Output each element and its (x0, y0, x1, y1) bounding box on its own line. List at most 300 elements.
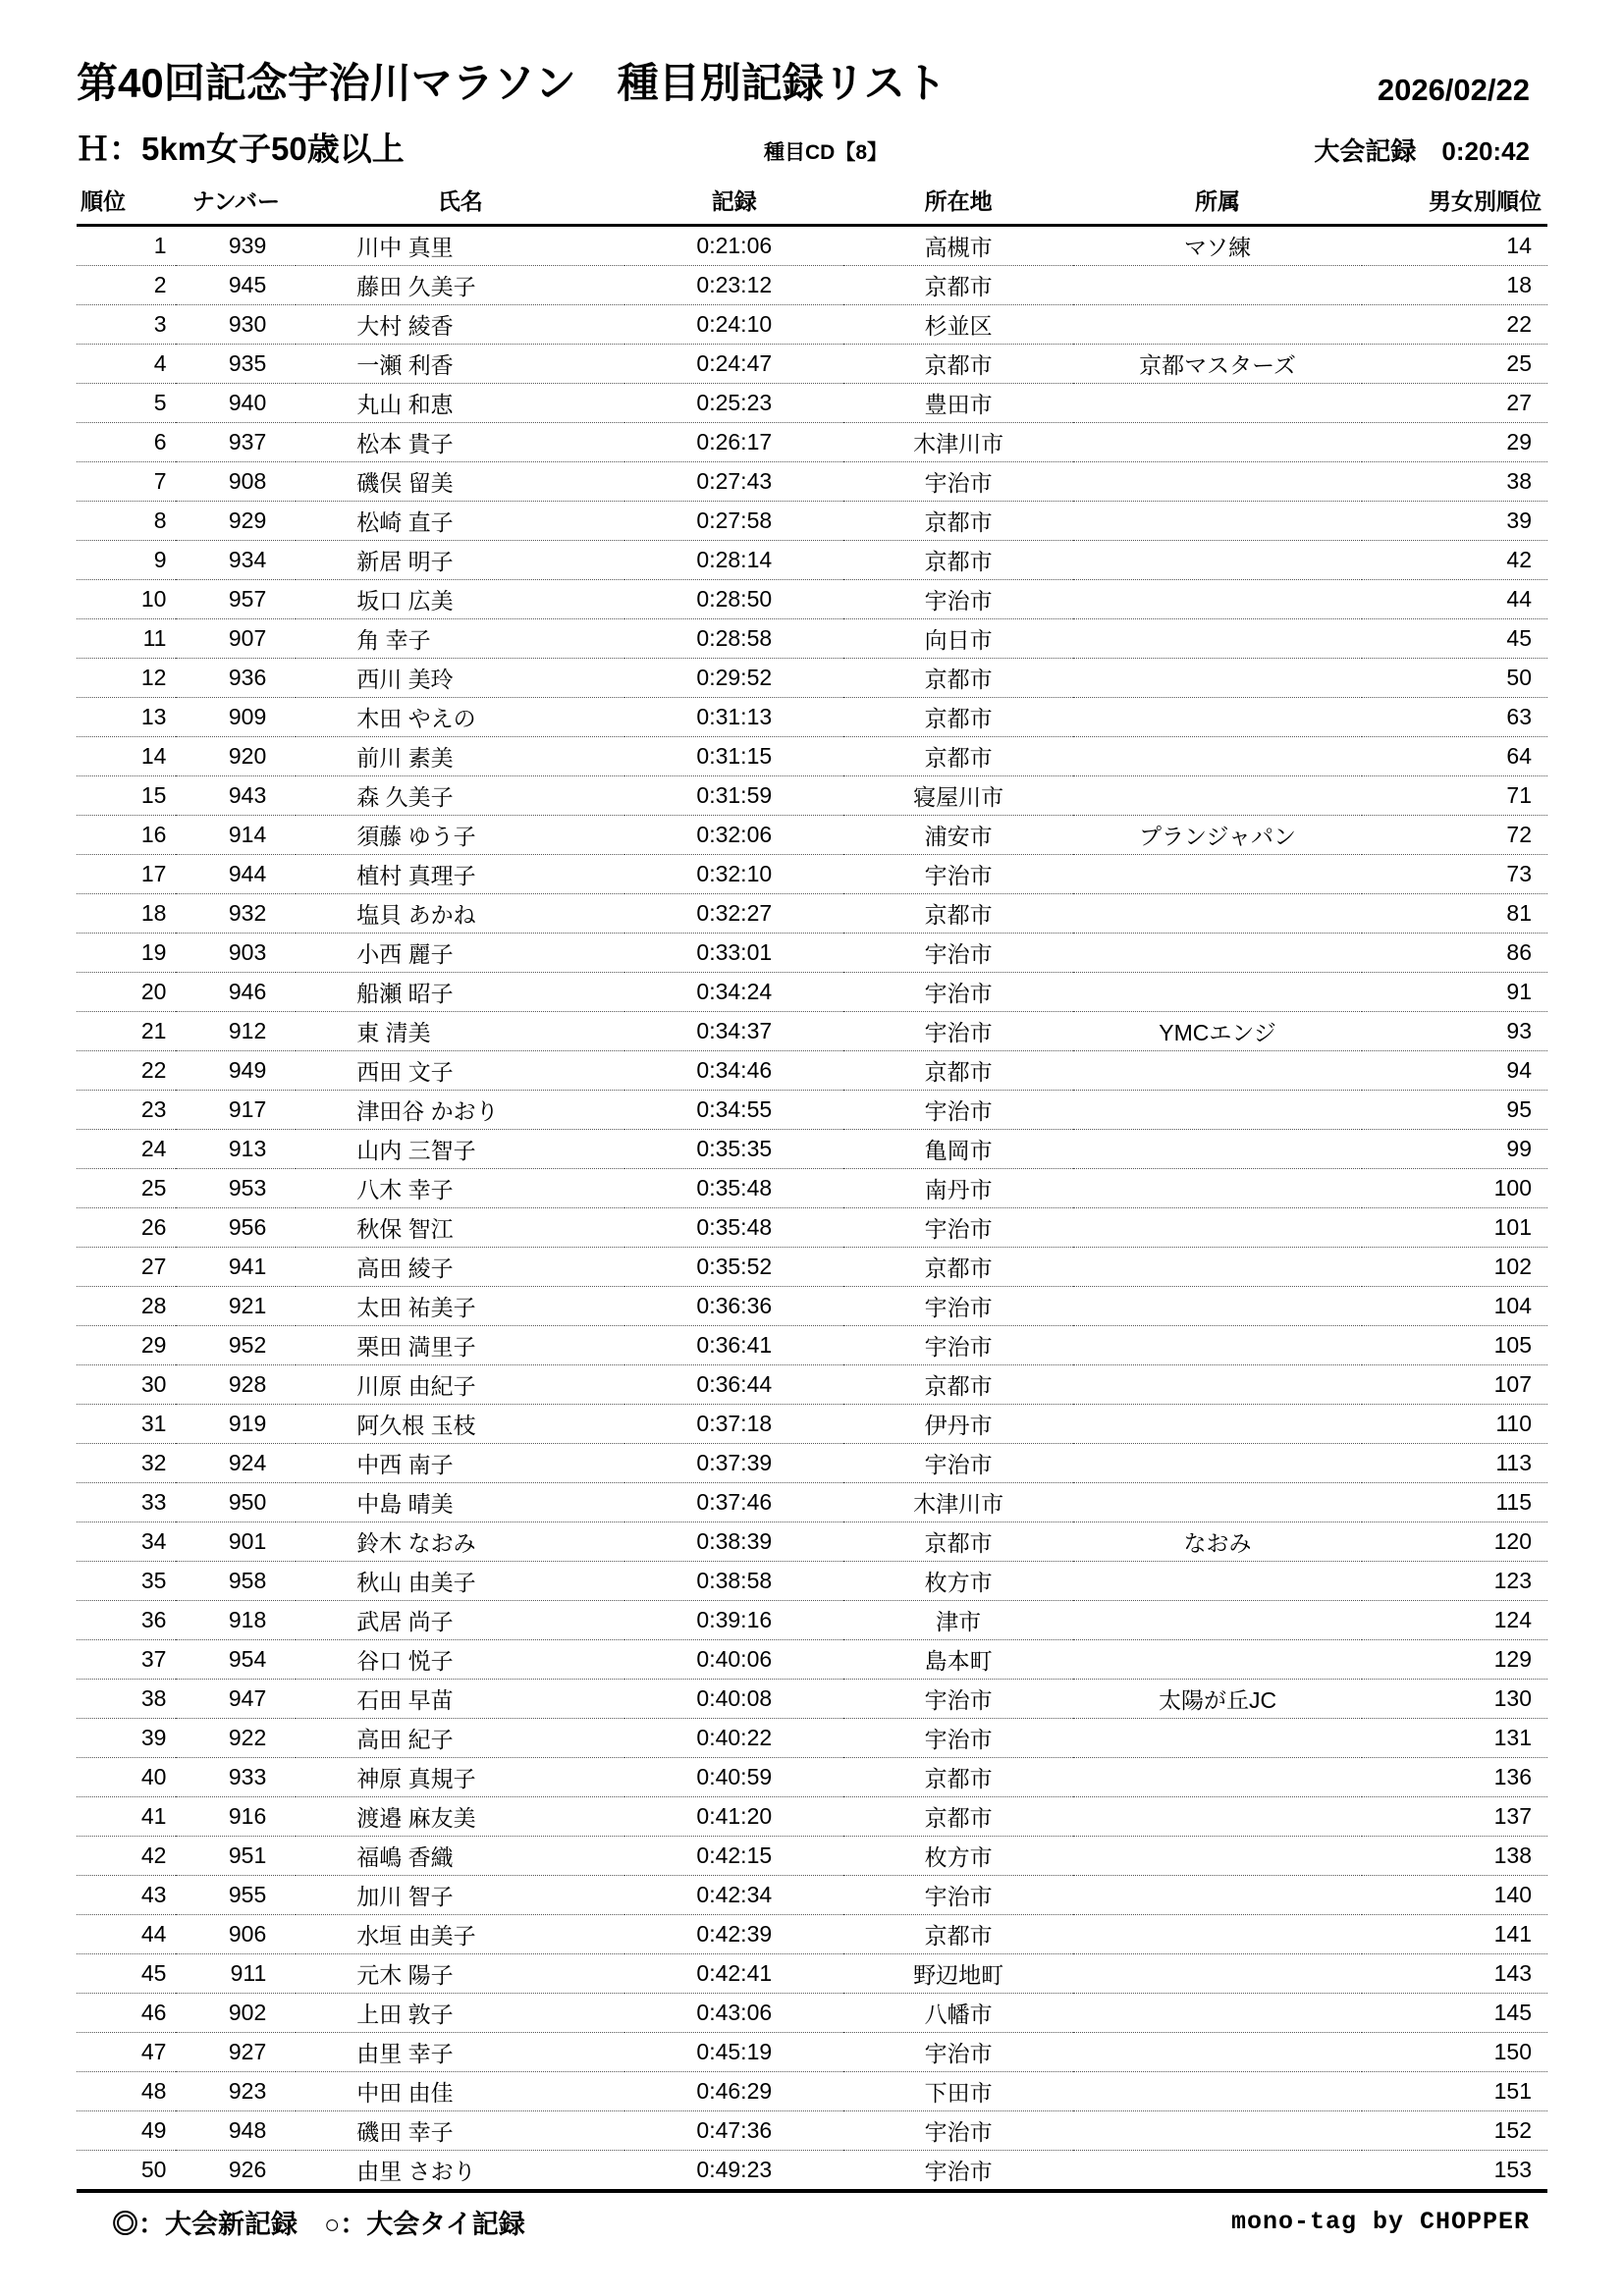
cell-rank: 5 (77, 384, 176, 423)
cell-gender-rank: 123 (1362, 1562, 1547, 1601)
cell-city: 枚方市 (843, 1837, 1072, 1876)
cell-name: 由里 幸子 (296, 2033, 624, 2072)
cell-number: 939 (176, 226, 296, 266)
cell-rank: 20 (77, 973, 176, 1012)
cell-team (1073, 737, 1362, 776)
table-row (77, 934, 1547, 973)
cell-time: 0:38:58 (624, 1562, 843, 1601)
cell-rank: 19 (77, 934, 176, 973)
table-row (77, 1758, 1547, 1797)
cell-team (1073, 1758, 1362, 1797)
cell-rank: 17 (77, 855, 176, 894)
cell-time: 0:37:39 (624, 1444, 843, 1483)
cell-name: 加川 智子 (296, 1876, 624, 1915)
table-row (77, 698, 1547, 737)
cell-team (1073, 894, 1362, 934)
cell-rank: 26 (77, 1208, 176, 1248)
cell-time: 0:28:14 (624, 541, 843, 580)
cell-number: 948 (176, 2111, 296, 2151)
table-row (77, 1444, 1547, 1483)
cell-team: マソ練 (1073, 226, 1362, 266)
cell-gender-rank: 95 (1362, 1091, 1547, 1130)
cell-rank: 23 (77, 1091, 176, 1130)
cell-time: 0:25:23 (624, 384, 843, 423)
cell-name: 木田 やえの (296, 698, 624, 737)
cell-name: 元木 陽子 (296, 1954, 624, 1994)
cell-name: 秋保 智江 (296, 1208, 624, 1248)
cell-rank: 7 (77, 462, 176, 502)
table-row (77, 1837, 1547, 1876)
cell-gender-rank: 71 (1362, 776, 1547, 816)
cell-time: 0:34:24 (624, 973, 843, 1012)
cell-time: 0:29:52 (624, 659, 843, 698)
cell-time: 0:36:44 (624, 1365, 843, 1405)
cell-gender-rank: 152 (1362, 2111, 1547, 2151)
cell-gender-rank: 141 (1362, 1915, 1547, 1954)
cell-rank: 13 (77, 698, 176, 737)
cell-name: 阿久根 玉枝 (296, 1405, 624, 1444)
cell-number: 936 (176, 659, 296, 698)
cell-gender-rank: 151 (1362, 2072, 1547, 2111)
cell-rank: 42 (77, 1837, 176, 1876)
cell-name: 高田 紀子 (296, 1719, 624, 1758)
cell-gender-rank: 99 (1362, 1130, 1547, 1169)
cell-team (1073, 2033, 1362, 2072)
table-row (77, 1130, 1547, 1169)
table-row (77, 1797, 1547, 1837)
cell-team (1073, 1169, 1362, 1208)
cell-number: 935 (176, 345, 296, 384)
cell-time: 0:34:46 (624, 1051, 843, 1091)
cell-team (1073, 1051, 1362, 1091)
cell-time: 0:40:08 (624, 1680, 843, 1719)
cell-time: 0:35:35 (624, 1130, 843, 1169)
cell-gender-rank: 44 (1362, 580, 1547, 619)
cell-name: 藤田 久美子 (296, 266, 624, 305)
document-subheader (77, 124, 1547, 170)
cell-time: 0:35:48 (624, 1169, 843, 1208)
cell-team: なおみ (1073, 1522, 1362, 1562)
table-row (77, 2033, 1547, 2072)
table-row (77, 423, 1547, 462)
table-row (77, 1680, 1547, 1719)
cell-city: 杉並区 (843, 305, 1072, 345)
cell-time: 0:33:01 (624, 934, 843, 973)
cell-rank: 12 (77, 659, 176, 698)
table-row (77, 1365, 1547, 1405)
cell-rank: 31 (77, 1405, 176, 1444)
cell-number: 943 (176, 776, 296, 816)
table-row (77, 894, 1547, 934)
cell-number: 956 (176, 1208, 296, 1248)
cell-team (1073, 1208, 1362, 1248)
cell-city: 浦安市 (843, 816, 1072, 855)
table-row (77, 2072, 1547, 2111)
cell-gender-rank: 86 (1362, 934, 1547, 973)
cell-city: 八幡市 (843, 1994, 1072, 2033)
cell-rank: 36 (77, 1601, 176, 1640)
cell-city: 宇治市 (843, 855, 1072, 894)
cell-time: 0:49:23 (624, 2151, 843, 2191)
table-row (77, 619, 1547, 659)
cell-gender-rank: 138 (1362, 1837, 1547, 1876)
cell-name: 森 久美子 (296, 776, 624, 816)
cell-name: 西田 文子 (296, 1051, 624, 1091)
table-row (77, 776, 1547, 816)
cell-name: 津田谷 かおり (296, 1091, 624, 1130)
cell-gender-rank: 91 (1362, 973, 1547, 1012)
document-date: 2026/02/22 (1377, 73, 1530, 107)
cell-team: プランジャパン (1073, 816, 1362, 855)
cell-team (1073, 2151, 1362, 2191)
cell-gender-rank: 27 (1362, 384, 1547, 423)
cell-name: 東 清美 (296, 1012, 624, 1051)
cell-number: 912 (176, 1012, 296, 1051)
cell-number: 937 (176, 423, 296, 462)
table-row (77, 1169, 1547, 1208)
cell-rank: 46 (77, 1994, 176, 2033)
cell-time: 0:35:48 (624, 1208, 843, 1248)
cell-team (1073, 1837, 1362, 1876)
cell-city: 京都市 (843, 1797, 1072, 1837)
cell-city: 京都市 (843, 1051, 1072, 1091)
cell-time: 0:36:41 (624, 1326, 843, 1365)
cell-number: 911 (176, 1954, 296, 1994)
cell-city: 宇治市 (843, 1287, 1072, 1326)
cell-name: 西川 美玲 (296, 659, 624, 698)
cell-rank: 38 (77, 1680, 176, 1719)
cell-team (1073, 1994, 1362, 2033)
cell-gender-rank: 102 (1362, 1248, 1547, 1287)
cell-team (1073, 855, 1362, 894)
cell-rank: 22 (77, 1051, 176, 1091)
column-header-city: 所在地 (843, 182, 1072, 226)
cell-rank: 21 (77, 1012, 176, 1051)
cell-team (1073, 776, 1362, 816)
cell-rank: 49 (77, 2111, 176, 2151)
cell-name: 武居 尚子 (296, 1601, 624, 1640)
cell-time: 0:40:59 (624, 1758, 843, 1797)
cell-city: 宇治市 (843, 1719, 1072, 1758)
cell-gender-rank: 113 (1362, 1444, 1547, 1483)
cell-time: 0:28:58 (624, 619, 843, 659)
cell-rank: 34 (77, 1522, 176, 1562)
cell-number: 950 (176, 1483, 296, 1522)
cell-city: 京都市 (843, 659, 1072, 698)
cell-name: 中島 晴美 (296, 1483, 624, 1522)
cell-number: 908 (176, 462, 296, 502)
cell-gender-rank: 93 (1362, 1012, 1547, 1051)
cell-name: 高田 綾子 (296, 1248, 624, 1287)
page-title: 第40回記念宇治川マラソン 種目別記録リスト (77, 60, 947, 106)
cell-name: 丸山 和恵 (296, 384, 624, 423)
cell-rank: 37 (77, 1640, 176, 1680)
cell-number: 954 (176, 1640, 296, 1680)
cell-gender-rank: 105 (1362, 1326, 1547, 1365)
cell-number: 901 (176, 1522, 296, 1562)
cell-team (1073, 698, 1362, 737)
cell-name: 坂口 広美 (296, 580, 624, 619)
cell-number: 927 (176, 2033, 296, 2072)
cell-name: 大村 綾香 (296, 305, 624, 345)
cell-city: 京都市 (843, 266, 1072, 305)
cell-gender-rank: 39 (1362, 502, 1547, 541)
cell-city: 豊田市 (843, 384, 1072, 423)
cell-gender-rank: 81 (1362, 894, 1547, 934)
cell-rank: 50 (77, 2151, 176, 2191)
cell-city: 寝屋川市 (843, 776, 1072, 816)
cell-city: 下田市 (843, 2072, 1072, 2111)
cell-gender-rank: 129 (1362, 1640, 1547, 1680)
column-header-time: 記録 (624, 182, 843, 226)
cell-gender-rank: 130 (1362, 1680, 1547, 1719)
cell-number: 929 (176, 502, 296, 541)
cell-team (1073, 1915, 1362, 1954)
cell-city: 宇治市 (843, 973, 1072, 1012)
cell-time: 0:36:36 (624, 1287, 843, 1326)
cell-team (1073, 1130, 1362, 1169)
cell-rank: 8 (77, 502, 176, 541)
cell-city: 向日市 (843, 619, 1072, 659)
cell-gender-rank: 18 (1362, 266, 1547, 305)
cell-name: 塩貝 あかね (296, 894, 624, 934)
cell-rank: 4 (77, 345, 176, 384)
cell-name: 新居 明子 (296, 541, 624, 580)
table-header-row (77, 182, 1547, 226)
cell-name: 磯俣 留美 (296, 462, 624, 502)
record-legend: ◎：大会新記録 ○：大会タイ記録 (112, 2210, 525, 2239)
cell-name: 小西 麗子 (296, 934, 624, 973)
cell-gender-rank: 50 (1362, 659, 1547, 698)
cell-city: 津市 (843, 1601, 1072, 1640)
cell-team (1073, 1444, 1362, 1483)
cell-city: 京都市 (843, 698, 1072, 737)
cell-city: 京都市 (843, 894, 1072, 934)
cell-city: 宇治市 (843, 462, 1072, 502)
cell-number: 909 (176, 698, 296, 737)
cell-time: 0:37:46 (624, 1483, 843, 1522)
cell-team (1073, 619, 1362, 659)
cell-rank: 41 (77, 1797, 176, 1837)
table-row (77, 1640, 1547, 1680)
cell-number: 921 (176, 1287, 296, 1326)
cell-city: 宇治市 (843, 2033, 1072, 2072)
cell-city: 宇治市 (843, 2111, 1072, 2151)
table-row (77, 973, 1547, 1012)
cell-time: 0:46:29 (624, 2072, 843, 2111)
cell-name: 秋山 由美子 (296, 1562, 624, 1601)
table-row (77, 659, 1547, 698)
table-row (77, 1719, 1547, 1758)
cell-team: 太陽が丘JC (1073, 1680, 1362, 1719)
cell-rank: 3 (77, 305, 176, 345)
cell-number: 932 (176, 894, 296, 934)
cell-city: 宇治市 (843, 1444, 1072, 1483)
cell-number: 928 (176, 1365, 296, 1405)
cell-name: 栗田 満里子 (296, 1326, 624, 1365)
cell-rank: 10 (77, 580, 176, 619)
cell-time: 0:47:36 (624, 2111, 843, 2151)
cell-gender-rank: 145 (1362, 1994, 1547, 2033)
cell-team (1073, 1287, 1362, 1326)
table-row (77, 1326, 1547, 1365)
cell-number: 951 (176, 1837, 296, 1876)
cell-time: 0:31:59 (624, 776, 843, 816)
cell-number: 946 (176, 973, 296, 1012)
cell-gender-rank: 29 (1362, 423, 1547, 462)
cell-gender-rank: 38 (1362, 462, 1547, 502)
cell-gender-rank: 100 (1362, 1169, 1547, 1208)
cell-city: 亀岡市 (843, 1130, 1072, 1169)
cell-city: 宇治市 (843, 1326, 1072, 1365)
cell-team (1073, 2072, 1362, 2111)
cell-gender-rank: 63 (1362, 698, 1547, 737)
cell-number: 920 (176, 737, 296, 776)
cell-rank: 18 (77, 894, 176, 934)
event-code: 種目CD【8】 (764, 141, 889, 164)
cell-name: 植村 真理子 (296, 855, 624, 894)
cell-name: 船瀬 昭子 (296, 973, 624, 1012)
cell-name: 水垣 由美子 (296, 1915, 624, 1954)
credit-text: mono-tag by CHOPPER (1230, 2208, 1530, 2236)
cell-name: 中西 南子 (296, 1444, 624, 1483)
table-row (77, 855, 1547, 894)
cell-gender-rank: 104 (1362, 1287, 1547, 1326)
cell-city: 京都市 (843, 1365, 1072, 1405)
table-row (77, 345, 1547, 384)
table-row (77, 2111, 1547, 2151)
cell-time: 0:37:18 (624, 1405, 843, 1444)
cell-number: 919 (176, 1405, 296, 1444)
cell-city: 京都市 (843, 1248, 1072, 1287)
cell-rank: 30 (77, 1365, 176, 1405)
cell-team (1073, 1601, 1362, 1640)
cell-city: 京都市 (843, 541, 1072, 580)
cell-team (1073, 580, 1362, 619)
cell-time: 0:31:15 (624, 737, 843, 776)
cell-rank: 43 (77, 1876, 176, 1915)
cell-gender-rank: 153 (1362, 2151, 1547, 2191)
cell-gender-rank: 115 (1362, 1483, 1547, 1522)
cell-gender-rank: 42 (1362, 541, 1547, 580)
cell-time: 0:32:27 (624, 894, 843, 934)
cell-city: 宇治市 (843, 1012, 1072, 1051)
cell-time: 0:26:17 (624, 423, 843, 462)
cell-rank: 39 (77, 1719, 176, 1758)
cell-team: 京都マスターズ (1073, 345, 1362, 384)
cell-name: 須藤 ゆう子 (296, 816, 624, 855)
cell-time: 0:27:58 (624, 502, 843, 541)
cell-gender-rank: 73 (1362, 855, 1547, 894)
cell-city: 宇治市 (843, 1091, 1072, 1130)
cell-time: 0:31:13 (624, 698, 843, 737)
cell-gender-rank: 22 (1362, 305, 1547, 345)
cell-city: 宇治市 (843, 2151, 1072, 2191)
cell-gender-rank: 64 (1362, 737, 1547, 776)
cell-name: 谷口 悦子 (296, 1640, 624, 1680)
cell-city: 枚方市 (843, 1562, 1072, 1601)
cell-number: 914 (176, 816, 296, 855)
table-row (77, 1248, 1547, 1287)
cell-team (1073, 1954, 1362, 1994)
cell-team (1073, 266, 1362, 305)
cell-number: 922 (176, 1719, 296, 1758)
cell-name: 渡邉 麻友美 (296, 1797, 624, 1837)
cell-gender-rank: 45 (1362, 619, 1547, 659)
document-footer (77, 2190, 1547, 2241)
cell-time: 0:28:50 (624, 580, 843, 619)
cell-name: 八木 幸子 (296, 1169, 624, 1208)
cell-rank: 1 (77, 226, 176, 266)
cell-city: 宇治市 (843, 1680, 1072, 1719)
cell-city: 野辺地町 (843, 1954, 1072, 1994)
cell-gender-rank: 143 (1362, 1954, 1547, 1994)
cell-number: 952 (176, 1326, 296, 1365)
cell-number: 949 (176, 1051, 296, 1091)
cell-name: 一瀬 利香 (296, 345, 624, 384)
cell-name: 磯田 幸子 (296, 2111, 624, 2151)
cell-name: 石田 早苗 (296, 1680, 624, 1719)
cell-team (1073, 1405, 1362, 1444)
cell-name: 前川 素美 (296, 737, 624, 776)
cell-team (1073, 1248, 1362, 1287)
cell-gender-rank: 101 (1362, 1208, 1547, 1248)
table-row (77, 1287, 1547, 1326)
cell-time: 0:23:12 (624, 266, 843, 305)
cell-number: 958 (176, 1562, 296, 1601)
table-row (77, 1954, 1547, 1994)
cell-city: 京都市 (843, 1522, 1072, 1562)
table-row (77, 1051, 1547, 1091)
cell-number: 923 (176, 2072, 296, 2111)
cell-team (1073, 1562, 1362, 1601)
table-row (77, 384, 1547, 423)
cell-time: 0:32:10 (624, 855, 843, 894)
table-row (77, 1915, 1547, 1954)
table-row (77, 541, 1547, 580)
cell-team (1073, 1876, 1362, 1915)
cell-city: 島本町 (843, 1640, 1072, 1680)
cell-name: 鈴木 なおみ (296, 1522, 624, 1562)
cell-time: 0:42:15 (624, 1837, 843, 1876)
table-row (77, 462, 1547, 502)
cell-rank: 33 (77, 1483, 176, 1522)
document-header (77, 51, 1547, 110)
table-row (77, 1208, 1547, 1248)
cell-name: 神原 真規子 (296, 1758, 624, 1797)
cell-gender-rank: 124 (1362, 1601, 1547, 1640)
column-header-gender-rank: 男女別順位 (1362, 182, 1547, 226)
cell-city: 木津川市 (843, 423, 1072, 462)
column-header-number: ナンバー (176, 182, 296, 226)
cell-number: 906 (176, 1915, 296, 1954)
cell-name: 上田 敦子 (296, 1994, 624, 2033)
cell-city: 宇治市 (843, 1876, 1072, 1915)
cell-rank: 29 (77, 1326, 176, 1365)
cell-rank: 2 (77, 266, 176, 305)
cell-number: 917 (176, 1091, 296, 1130)
cell-name: 角 幸子 (296, 619, 624, 659)
cell-time: 0:27:43 (624, 462, 843, 502)
cell-team (1073, 1640, 1362, 1680)
cell-gender-rank: 120 (1362, 1522, 1547, 1562)
cell-team (1073, 1483, 1362, 1522)
cell-team (1073, 1365, 1362, 1405)
cell-time: 0:40:22 (624, 1719, 843, 1758)
cell-name: 山内 三智子 (296, 1130, 624, 1169)
cell-city: 宇治市 (843, 580, 1072, 619)
cell-city: 伊丹市 (843, 1405, 1072, 1444)
